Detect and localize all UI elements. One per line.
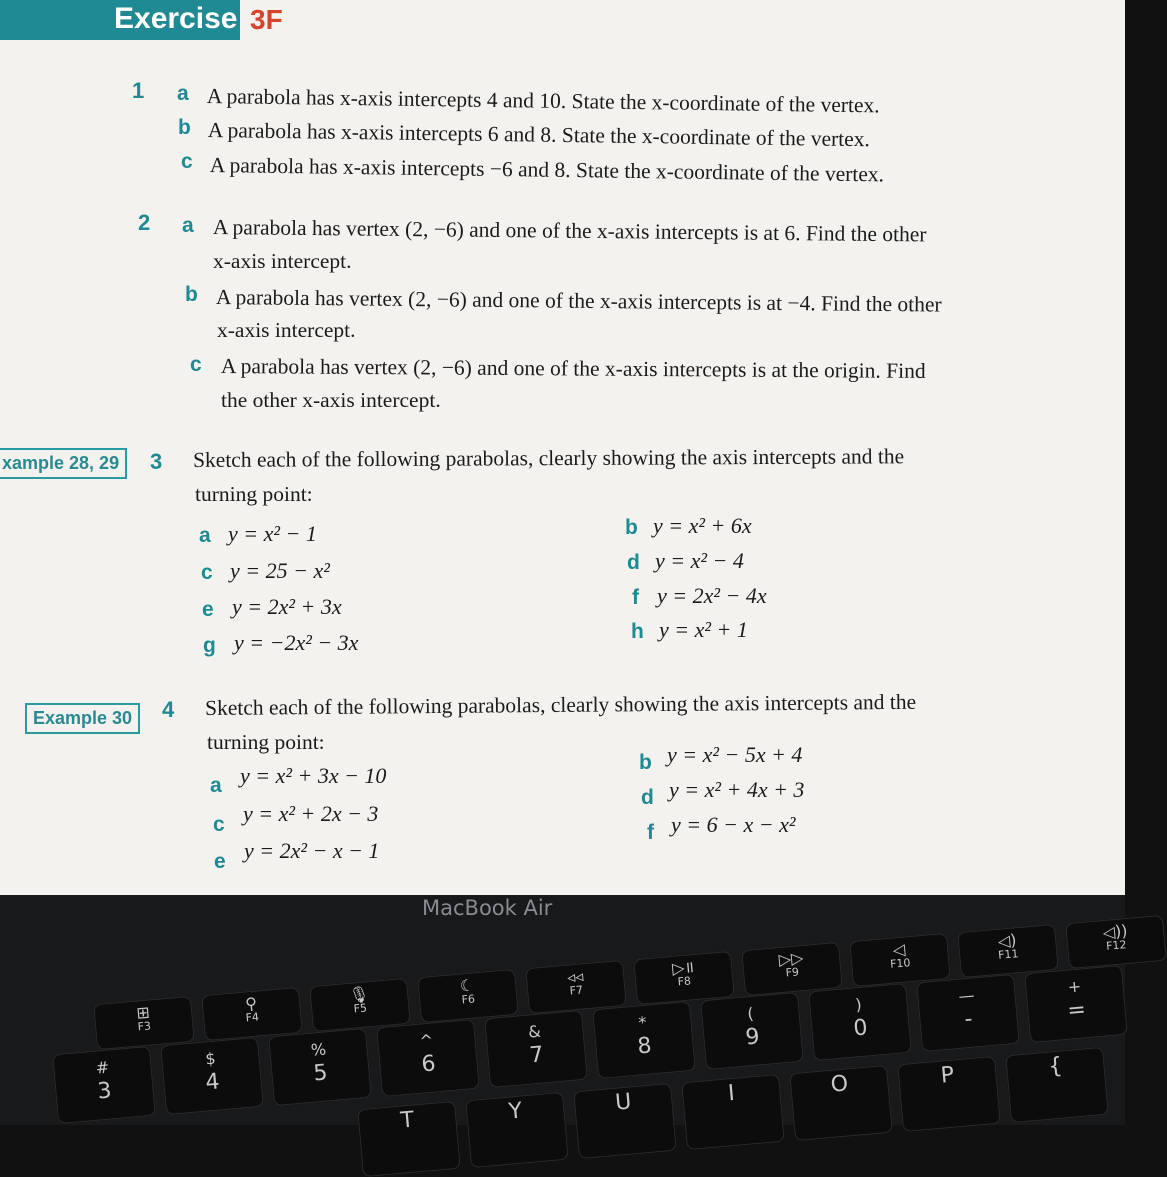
- number-key-7[interactable]: [808, 983, 912, 1061]
- exercise-code: 3F: [250, 4, 283, 35]
- q2-part-a-letter: a: [182, 214, 194, 237]
- letter-key-symbol: U: [614, 1089, 633, 1116]
- q4-part-b-letter: b: [639, 751, 652, 774]
- function-key-symbol: ◁)): [1101, 920, 1129, 943]
- number-key-5[interactable]: [592, 1001, 696, 1079]
- q4-part-d-letter: d: [641, 786, 654, 809]
- number-key-main-symbol: 4: [204, 1069, 221, 1096]
- q2-part-a-line1: A parabola has vertex (2, −6) and one of the x-axis intercepts is at 6. Find the other: [212, 215, 927, 247]
- function-key-label: F3: [137, 1019, 152, 1034]
- q3-part-a-letter: a: [199, 524, 211, 547]
- q1-part-b-text: A parabola has x-axis intercepts 6 and 8. State the x-coordinate of the vertex.: [207, 118, 871, 152]
- number-key-main-symbol: 8: [636, 1033, 653, 1060]
- q2-part-c-line2: the other x-axis intercept.: [221, 388, 441, 412]
- q2-part-b-letter: b: [185, 283, 198, 306]
- function-key-symbol: ◁): [997, 930, 1018, 951]
- function-key-label: F10: [889, 956, 911, 971]
- function-key-symbol: ▷▷: [777, 948, 805, 970]
- q2-part-b-line1: A parabola has vertex (2, −6) and one of the x-axis intercepts is at −4. Find the other: [215, 285, 942, 317]
- function-key-symbol: ◃◃: [566, 966, 584, 987]
- q4-part-f-letter: f: [647, 821, 654, 844]
- q3-part-c-letter: c: [201, 561, 213, 584]
- function-key-f11[interactable]: [957, 924, 1059, 978]
- number-key-3[interactable]: [376, 1019, 480, 1097]
- number-key-shift-symbol: &: [527, 1021, 542, 1042]
- function-key-label: F6: [461, 992, 476, 1007]
- q3-instruction-line2: turning point:: [195, 482, 313, 506]
- function-key-f12[interactable]: [1065, 915, 1167, 969]
- number-key-main-symbol: 7: [528, 1042, 545, 1069]
- function-key-symbol: ▷॥: [671, 957, 695, 978]
- letter-key-4[interactable]: [789, 1065, 893, 1141]
- number-key-shift-symbol: $: [204, 1048, 217, 1069]
- function-key-symbol: ⊞: [135, 1002, 151, 1023]
- q3-part-g-eq: y = −2x² − 3x: [234, 630, 359, 655]
- function-key-symbol: ☾: [459, 975, 476, 996]
- number-key-main-symbol: 0: [852, 1015, 869, 1042]
- q4-part-d-eq: y = x² + 4x + 3: [669, 777, 805, 802]
- letter-key-0[interactable]: [357, 1101, 461, 1177]
- number-key-6[interactable]: [700, 992, 804, 1070]
- q3-part-b-letter: b: [625, 516, 638, 539]
- q4-part-f-eq: y = 6 − x − x²: [671, 812, 796, 837]
- number-key-shift-symbol: #: [94, 1057, 110, 1078]
- number-key-shift-symbol: —: [957, 985, 976, 1006]
- function-key-label: F4: [245, 1010, 260, 1025]
- q4-part-e-eq: y = 2x² − x − 1: [244, 838, 380, 863]
- function-key-f7[interactable]: [525, 960, 627, 1014]
- function-key-label: F8: [677, 974, 692, 989]
- function-key-label: F9: [785, 965, 800, 980]
- number-key-shift-symbol: %: [310, 1039, 327, 1060]
- number-key-8[interactable]: [916, 974, 1020, 1052]
- question-4-number: 4: [162, 697, 175, 722]
- number-key-main-symbol: 5: [312, 1060, 329, 1087]
- number-key-main-symbol: 3: [96, 1078, 113, 1105]
- q4-part-a-eq: y = x² + 3x − 10: [240, 763, 387, 788]
- q1-part-a-letter: a: [177, 82, 189, 105]
- q2-part-b-line2: x-axis intercept.: [217, 318, 356, 342]
- q3-part-d-letter: d: [627, 551, 640, 574]
- function-key-label: F5: [353, 1001, 368, 1016]
- number-key-main-symbol: =: [1066, 997, 1087, 1024]
- letter-key-5[interactable]: [897, 1056, 1001, 1132]
- number-key-9[interactable]: [1024, 965, 1128, 1043]
- q3-part-c-eq: y = 25 − x²: [230, 558, 330, 583]
- letter-key-6[interactable]: [1005, 1047, 1109, 1123]
- function-key-label: F11: [997, 947, 1019, 962]
- q3-part-f-letter: f: [632, 586, 639, 609]
- q1-part-c-letter: c: [181, 150, 193, 173]
- letter-key-symbol: I: [727, 1080, 736, 1107]
- letter-key-symbol: {: [1047, 1053, 1064, 1080]
- q3-part-h-eq: y = x² + 1: [659, 617, 748, 642]
- number-key-main-symbol: -: [963, 1006, 974, 1033]
- q3-part-e-eq: y = 2x² + 3x: [232, 594, 342, 619]
- letter-key-symbol: Y: [507, 1098, 524, 1125]
- number-key-4[interactable]: [484, 1010, 588, 1088]
- function-key-f6[interactable]: [417, 969, 519, 1023]
- number-key-0[interactable]: [52, 1046, 156, 1124]
- letter-key-symbol: O: [829, 1071, 850, 1098]
- function-key-f8[interactable]: [633, 951, 735, 1005]
- question-3-number: 3: [150, 449, 163, 474]
- example-ref-28-29[interactable]: xample 28, 29: [0, 448, 127, 479]
- q3-part-e-letter: e: [202, 598, 214, 621]
- letter-key-3[interactable]: [681, 1074, 785, 1150]
- q4-part-e-letter: e: [214, 850, 226, 873]
- number-key-shift-symbol: ): [854, 994, 863, 1015]
- q4-part-a-letter: a: [210, 774, 222, 797]
- number-key-shift-symbol: *: [637, 1012, 648, 1033]
- number-key-2[interactable]: [268, 1028, 372, 1106]
- function-key-symbol: ◁: [892, 939, 907, 960]
- exercise-title: Exercise: [114, 2, 238, 35]
- question-2-number: 2: [138, 210, 151, 235]
- q2-part-c-letter: c: [190, 353, 202, 376]
- function-key-symbol: ⚲: [244, 993, 258, 1014]
- q2-part-a-line2: x-axis intercept.: [213, 249, 352, 273]
- function-key-f3[interactable]: [93, 996, 195, 1050]
- number-key-shift-symbol: +: [1066, 976, 1082, 997]
- function-key-label: F7: [569, 983, 584, 998]
- q2-part-c-line1: A parabola has vertex (2, −6) and one of the x-axis intercepts is at the origin. Find: [220, 354, 926, 383]
- function-key-symbol: 🎙: [348, 984, 371, 1005]
- q1-part-a-text: A parabola has x-axis intercepts 4 and 10. State the x-coordinate of the vertex.: [206, 84, 880, 118]
- number-key-main-symbol: 6: [420, 1051, 437, 1078]
- function-key-label: F12: [1105, 938, 1127, 953]
- q4-part-c-eq: y = x² + 2x − 3: [243, 801, 379, 826]
- question-1-number: 1: [132, 78, 145, 103]
- q3-part-g-letter: g: [203, 634, 216, 657]
- q4-part-b-eq: y = x² − 5x + 4: [667, 742, 803, 767]
- q3-part-h-letter: h: [631, 620, 644, 643]
- number-key-1[interactable]: [160, 1037, 264, 1115]
- letter-key-2[interactable]: [573, 1083, 677, 1159]
- number-key-shift-symbol: (: [746, 1003, 755, 1024]
- q3-part-d-eq: y = x² − 4: [655, 548, 744, 573]
- q4-part-c-letter: c: [213, 813, 225, 836]
- number-key-shift-symbol: ^: [418, 1030, 434, 1051]
- letter-key-symbol: P: [939, 1062, 956, 1089]
- number-key-main-symbol: 9: [744, 1024, 761, 1051]
- q4-instruction-line2: turning point:: [207, 730, 325, 754]
- function-key-f10[interactable]: [849, 933, 951, 987]
- function-key-f5[interactable]: [309, 978, 411, 1032]
- function-key-f4[interactable]: [201, 987, 303, 1041]
- letter-key-1[interactable]: [465, 1092, 569, 1168]
- q1-part-c-text: A parabola has x-axis intercepts −6 and 8. State the x-coordinate of the vertex.: [209, 153, 885, 187]
- macbook-brand-label: MacBook Air: [422, 896, 553, 920]
- q3-part-f-eq: y = 2x² − 4x: [657, 583, 767, 608]
- q3-part-b-eq: y = x² + 6x: [653, 513, 752, 538]
- q4-instruction-line1: Sketch each of the following parabolas, clearly showing the axis intercepts and the: [204, 689, 917, 720]
- q3-part-a-eq: y = x² − 1: [228, 521, 317, 546]
- function-key-f9[interactable]: [741, 942, 843, 996]
- q3-instruction-line1: Sketch each of the following parabolas, clearly showing the axis intercepts and the: [192, 444, 905, 472]
- example-ref-30[interactable]: Example 30: [25, 703, 140, 734]
- q1-part-b-letter: b: [178, 116, 191, 139]
- letter-key-symbol: T: [399, 1107, 416, 1134]
